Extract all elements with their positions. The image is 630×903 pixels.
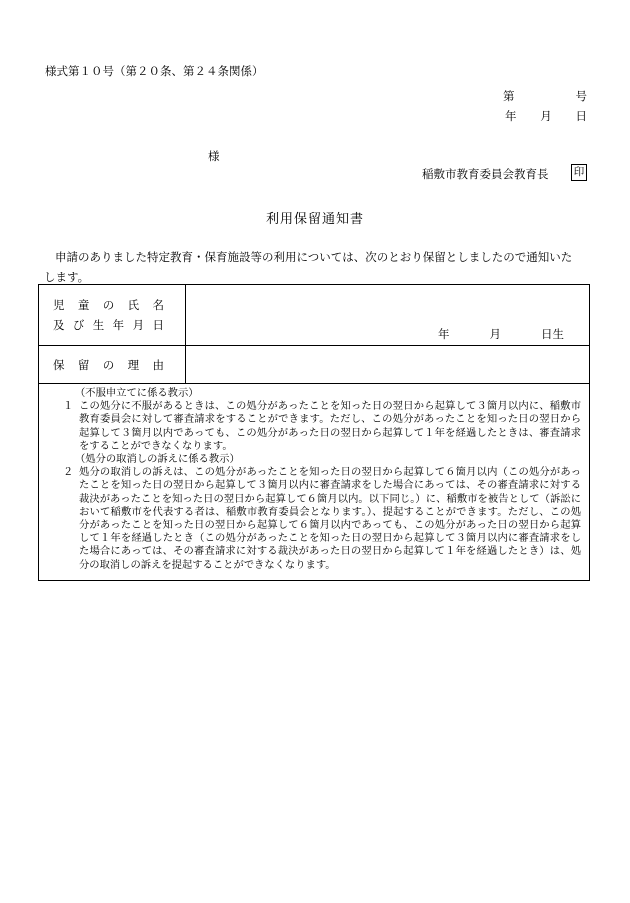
reason-row — [39, 346, 589, 384]
notice-heading-revocation: （処分の取消しの訴えに係る教示） — [75, 453, 240, 466]
number-prefix: 第 — [503, 89, 515, 103]
document-title: 利用保留通知書 — [265, 212, 364, 227]
issuer-name: 稲敷市教育委員会教育長 — [422, 167, 549, 181]
issue-date-line — [505, 108, 587, 124]
document-number-line — [503, 88, 587, 104]
birthdate-label: 及 び 生 年 月 日 — [53, 318, 164, 332]
reason-label: 保 留 の 理 由 — [39, 346, 186, 383]
number-suffix: 号 — [575, 89, 587, 103]
child-info-label — [39, 285, 186, 345]
form-number: 様式第１０号（第２０条、第２４条関係） — [45, 64, 264, 78]
child-info-row — [39, 285, 589, 346]
notice-item-revocation: ２ 処分の取消しの訴えは、この処分があったことを知った日の翌日から起算して６箇月以内（この処分があったことを知った日の翌日から起算して３箇月以内に審査請求をした場合にあっては、その審査請求に対する裁決があったことを知った日の翌日から起算して６箇月以内。以下同じ。）に、稲敷市を被告として（訴訟において稲敷市を代表する者は、稲敷市教育委員会となります。）、提起することができます。ただし、この処分があったことを知った日の翌日から起算して６箇月以内であっても、この処分があった日の翌日から起算して１年を経過したとき（この処分があったことを知った日の翌日から起算して３箇月以内に審査請求をした場合にあっては、その審査請求に対する裁決があった日の翌日から起算して１年を経過したとき）は、処分の取消しの訴えを提起することができなくなります。 — [63, 466, 581, 571]
intro-line-2: します。 — [44, 270, 90, 284]
addressee-suffix: 様 — [208, 149, 220, 163]
child-info-field[interactable] — [186, 285, 589, 345]
notice-heading-appeal: （不服申立てに係る教示） — [75, 387, 199, 399]
intro-paragraph — [44, 247, 590, 287]
child-name-label: 児 童 の 氏 名 — [53, 298, 164, 312]
birthdate-line: 年 月 日生 — [438, 327, 564, 341]
intro-line-1: 申請のありました特定教育・保育施設等の利用については、次のとおり保留としましたので通知いた — [55, 250, 573, 264]
date-day: 日 — [575, 109, 587, 123]
notice-item-appeal: １ この処分に不服があるときは、この処分があったことを知った日の翌日から起算して３箇月以内に、稲敷市教育委員会に対して審査請求をすることができます。ただし、この処分があったことを知った日の翌日から起算して３箇月以内であっても、この処分があった日の翌日から起算して１年を経過したときは、審査請求をすることができなくなります。 — [63, 400, 581, 452]
notice-form-table — [38, 284, 590, 581]
date-year: 年 — [505, 109, 517, 123]
reason-field[interactable] — [186, 346, 589, 383]
date-month: 月 — [540, 109, 552, 123]
legal-notices — [39, 384, 589, 580]
seal-mark: 印 — [571, 164, 587, 181]
